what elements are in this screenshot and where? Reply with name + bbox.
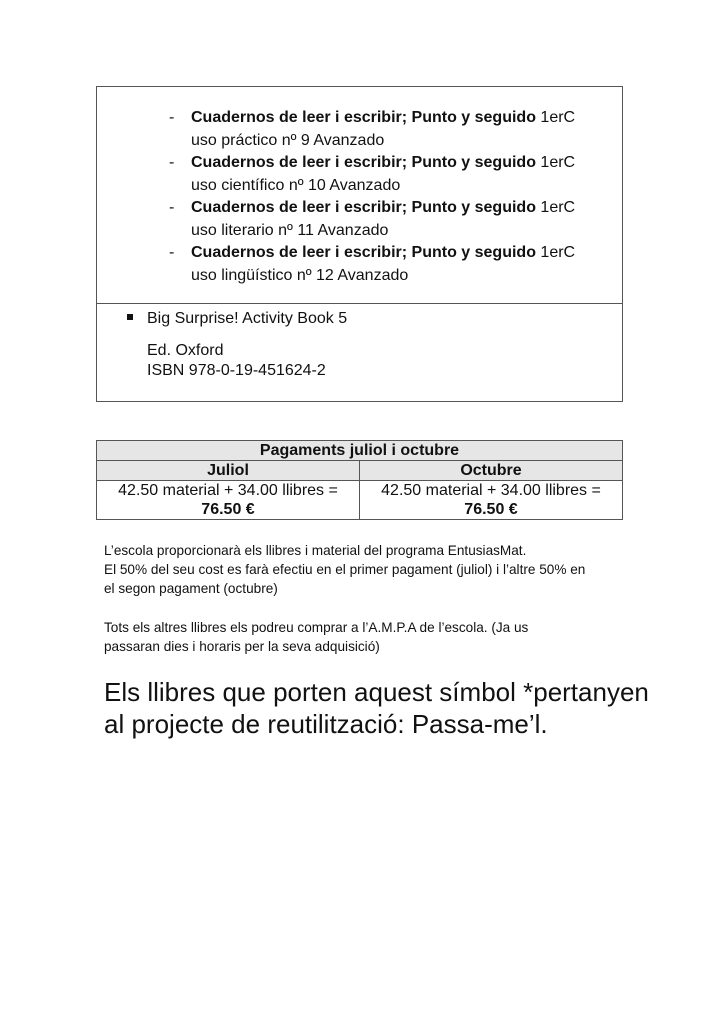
workbook-title: Cuadernos de leer i escribir; Punto y seguido: [191, 109, 536, 126]
payment-total: 76.50 €: [464, 501, 518, 518]
workbook-title: Cuadernos de leer i escribir; Punto y seguido: [191, 199, 536, 216]
book-title: Big Surprise! Activity Book 5: [147, 310, 348, 327]
list-item: [169, 242, 609, 287]
payment-breakdown: 42.50 material + 34.00 llibres =: [381, 482, 601, 499]
workbook-level: 1erC: [535, 199, 576, 216]
table-cell: [360, 481, 623, 520]
workbook-title: Cuadernos de leer i escribir; Punto y seguido: [191, 154, 536, 171]
table-cell: [97, 481, 360, 520]
payments-table-caption: Pagaments juliol i octubre: [97, 441, 623, 461]
list-item: [169, 152, 609, 197]
row-divider: [97, 303, 622, 304]
payments-table: [96, 440, 623, 520]
list-dash: -: [169, 154, 175, 171]
workbook-list: [169, 107, 609, 287]
list-item: [169, 197, 609, 242]
workbook-level: 1erC: [535, 109, 576, 126]
reuse-notice: Els llibres que porten aquest símbol *pertanyen al projecte de reutilització: Passa-me’l.: [104, 677, 649, 739]
column-header-july: Juliol: [97, 461, 360, 481]
workbook-title: Cuadernos de leer i escribir; Punto y seguido: [191, 244, 536, 261]
column-header-october: Octubre: [360, 461, 623, 481]
materials-paragraph: L’escola proporcionarà els llibres i material del programa EntusiasMat. El 50% del seu cost es farà efectiu en el primer pagament (juliol) i l’altre 50% en el segon pagament (octubre): [104, 543, 586, 596]
square-bullet-icon: [127, 314, 133, 320]
workbook-level: 1erC: [535, 244, 576, 261]
workbook-subtitle: uso científico nº 10 Avanzado: [191, 176, 401, 194]
workbook-subtitle: uso literario nº 11 Avanzado: [191, 221, 389, 239]
list-dash: -: [169, 199, 175, 216]
ampa-paragraph: Tots els altres llibres els podreu comprar a l’A.M.P.A de l’escola. (Ja us passaran dies i horaris per la seva adquisició): [104, 620, 529, 654]
book-list-box: [96, 86, 623, 402]
list-item: [169, 107, 609, 152]
workbook-level: 1erC: [535, 154, 576, 171]
book-isbn: ISBN 978-0-19-451624-2: [147, 362, 326, 379]
list-dash: -: [169, 244, 175, 261]
payment-breakdown: 42.50 material + 34.00 llibres =: [118, 482, 338, 499]
workbook-subtitle: uso lingüístico nº 12 Avanzado: [191, 266, 409, 284]
activity-book-entry: [127, 309, 347, 381]
book-publisher: Ed. Oxford: [147, 342, 224, 359]
workbook-subtitle: uso práctico nº 9 Avanzado: [191, 131, 385, 149]
list-dash: -: [169, 109, 175, 126]
payment-total: 76.50 €: [201, 501, 255, 518]
